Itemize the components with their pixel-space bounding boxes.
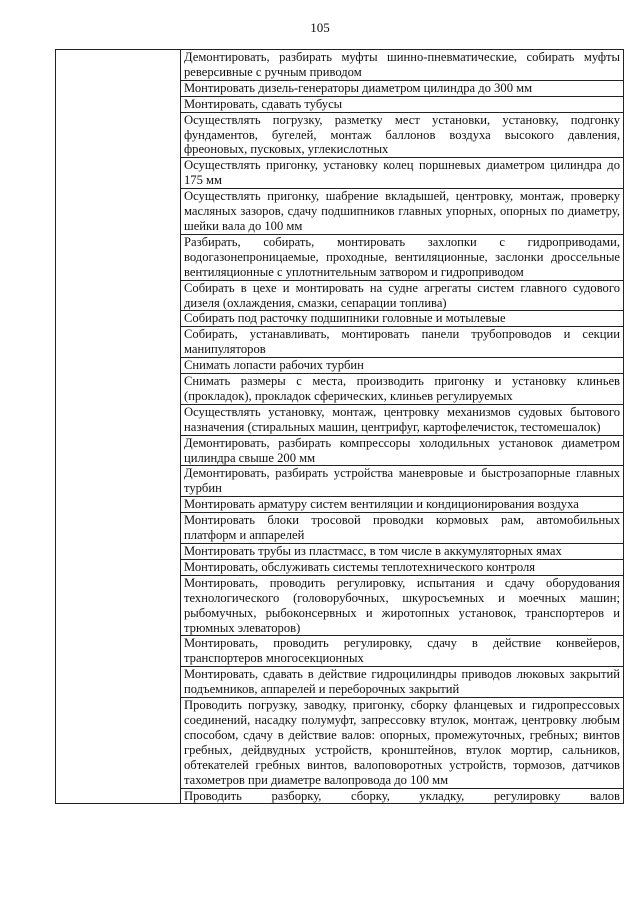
task-text: Проводить разборку, сборку, укладку, регулировку валов xyxy=(184,788,620,803)
task-text: Собирать, устанавливать, монтировать панели трубопроводов и секции манипуляторов xyxy=(184,327,620,357)
task-text: Монтировать дизель-генераторы диаметром цилиндра до 300 мм xyxy=(184,80,533,95)
table-cell xyxy=(181,96,624,112)
table-cell xyxy=(181,358,624,374)
work-table xyxy=(55,49,624,804)
table-row xyxy=(56,50,624,81)
task-text: Монтировать арматуру систем вентиляции и кондиционирования воздуха xyxy=(184,497,579,512)
task-text: Монтировать трубы из пластмасс, в том числе в аккумуляторных ямах xyxy=(184,544,562,558)
table-cell xyxy=(181,435,624,466)
table-cell xyxy=(181,636,624,667)
table-cell xyxy=(181,544,624,560)
table-cell xyxy=(181,327,624,358)
table-cell xyxy=(181,513,624,544)
task-text: Монтировать, сдавать в действие гидроцилиндры приводов люковых закрытий подъемников, аппарелей и переборочных закрытий xyxy=(184,667,620,697)
task-text: Осуществлять пригонку, установку колец поршневых диаметром цилиндра до 175 мм xyxy=(184,158,620,188)
table-cell xyxy=(181,234,624,280)
table-cell xyxy=(181,112,624,158)
table-cell xyxy=(181,559,624,575)
table-cell xyxy=(181,466,624,497)
table-cell xyxy=(181,698,624,788)
task-text: Демонтировать, разбирать компрессоры холодильных установок диаметром цилиндра свыше 200 мм xyxy=(184,435,620,465)
page-number: 105 xyxy=(310,20,330,35)
table-cell xyxy=(181,374,624,405)
table-cell xyxy=(181,50,624,81)
task-text: Монтировать блоки тросовой проводки кормовых рам, автомобильных платформ и аппарелей xyxy=(184,513,620,543)
table-cell xyxy=(181,788,624,804)
left-cell xyxy=(56,50,181,804)
task-text: Осуществлять погрузку, разметку мест установки, установку, подгонку фундаментов, бугелей, монтаж баллонов воздуха высокого давления, фреоновых, пусковых, углекислотных xyxy=(184,112,620,157)
task-text: Демонтировать, разбирать устройства маневровые и быстрозапорные главных турбин xyxy=(184,466,620,496)
table-cell xyxy=(181,280,624,311)
task-text: Разбирать, собирать, монтировать захлопки с гидроприводами, водогазонепроницаемые, проходные, вентиляционные, заслонки дроссельные вентиляционные с уплотнительным затвором и гидроприводом xyxy=(184,234,620,279)
task-text: Монтировать, проводить регулировку, испытания и сдачу оборудования технологического (головорубочных, шкуросъемных и моечных машин; рыбомучных, рыбоконсервных и жиротопных установок, транспортеров и трюмных элеваторов) xyxy=(184,575,620,635)
table-cell xyxy=(181,404,624,435)
table-cell xyxy=(181,311,624,327)
task-text: Осуществлять установку, монтаж, центровку механизмов судовых бытового назначения (стиральных машин, центрифуг, картофелечисток, тестомешалок) xyxy=(184,404,620,434)
task-text: Монтировать, сдавать тубусы xyxy=(184,96,343,111)
table-cell xyxy=(181,80,624,96)
task-text: Снимать размеры с места, производить пригонку и установку клиньев (прокладок), прокладок сферических, клиньев регулируемых xyxy=(184,374,620,403)
task-text: Снимать лопасти рабочих турбин xyxy=(184,358,364,373)
task-text: Демонтировать, разбирать муфты шинно-пневматические, собирать муфты реверсивные с ручным приводом xyxy=(184,50,620,79)
task-text: Собирать в цехе и монтировать на судне агрегаты систем главного судового дизеля (охлаждения, смазки, сепарации топлива) xyxy=(184,280,620,310)
table-cell xyxy=(181,575,624,636)
task-text: Проводить погрузку, заводку, пригонку, сборку фланцевых и гидропрессовых соединений, насадку полумуфт, запрессовку втулок, монтаж, центровку любым способом, сдачу в действие валов: опорных, промежуточных, гребных; винтов гребных, дейдвудных устройств, кронштейнов, втулок мортир, сальников, обтекателей гребных винтов, валоповоротных устройств, тормозов, датчиков тахометров при диаметре валопровода до 100 мм xyxy=(184,698,620,787)
table-cell xyxy=(181,497,624,513)
task-text: Осуществлять пригонку, шабрение вкладышей, центровку, монтаж, проверку масляных зазоров, сдачу подшипников главных упорных, опорных по диаметру, шейки вала до 100 мм xyxy=(184,189,620,233)
table-cell xyxy=(181,667,624,698)
task-text: Монтировать, обслуживать системы теплотехнического контроля xyxy=(184,559,536,574)
task-text: Монтировать, проводить регулировку, сдачу в действие конвейеров, транспортеров многосекционных xyxy=(184,636,620,666)
task-text: Собирать под расточку подшипники головные и мотылевые xyxy=(184,311,506,326)
table-cell xyxy=(181,189,624,235)
table-cell xyxy=(181,158,624,189)
